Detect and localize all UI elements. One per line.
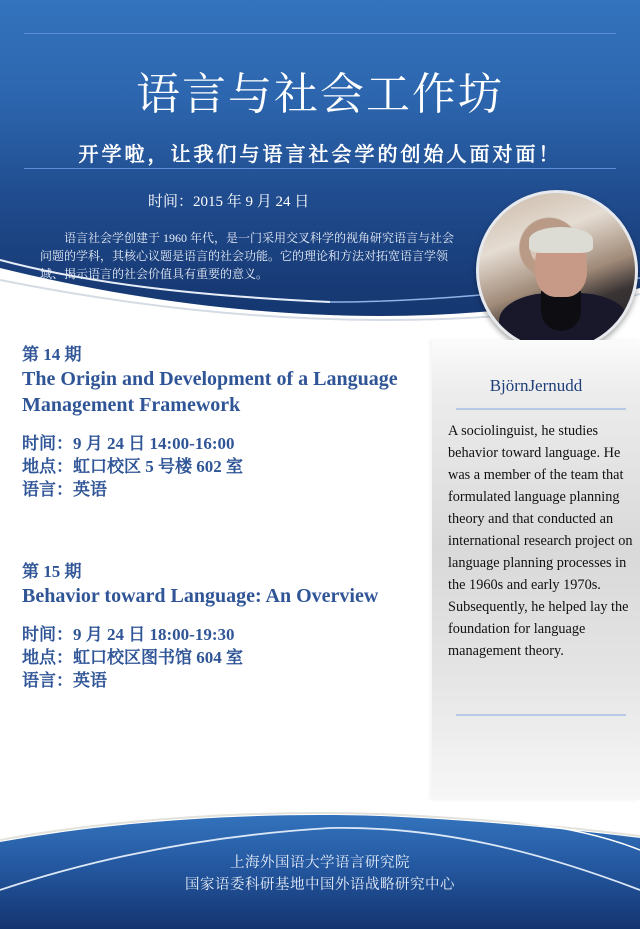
footer-organizer-1: 上海外国语大学语言研究院 xyxy=(230,855,410,871)
speaker-photo xyxy=(476,190,638,352)
sidebar-divider-bottom xyxy=(456,714,626,716)
event-date: 时间：2015 年 9 月 24 日 xyxy=(148,194,310,210)
footer-organizer-2: 国家语委科研基地中国外语战略研究中心 xyxy=(185,877,455,893)
session-time: 时间：9 月 24 日 14:00-16:00 xyxy=(22,434,235,453)
header-top-rule xyxy=(24,33,616,34)
speaker-sidebar xyxy=(432,340,640,800)
session-topic: The Origin and Development of a Language Management Framework xyxy=(22,368,398,416)
session-15 xyxy=(22,561,422,692)
poster-title: 语言与社会工作坊 xyxy=(136,69,504,120)
photo-collar-shape xyxy=(541,291,581,331)
session-number: 第 15 期 xyxy=(22,562,82,581)
speaker-bio: A sociolinguist, he studies behavior toward language. He was a member of the team that formulated language planning theory and that conducted an international research project on language planning processes in the 1960s and early 1970s. Subsequently, he helped lay the foundation for language management theory. xyxy=(448,423,633,659)
session-number: 第 14 期 xyxy=(22,345,82,364)
session-language: 语言：英语 xyxy=(22,671,107,690)
session-14 xyxy=(22,344,422,501)
speaker-name: BjörnJernudd xyxy=(489,376,583,395)
sidebar-divider-top xyxy=(456,408,626,410)
session-time: 时间：9 月 24 日 18:00-19:30 xyxy=(22,625,235,644)
intro-paragraph: 语言社会学创建于 1960 年代，是一门采用交叉科学的视角研究语言与社会问题的学科，其核心议题是语言的社会功能。它的理论和方法对拓宽语言学领域、揭示语言的社会价值具有重要的意义。 xyxy=(40,231,455,281)
poster-subtitle: 开学啦，让我们与语言社会学的创始人面对面！ xyxy=(78,142,562,166)
photo-hair-shape xyxy=(529,227,593,253)
session-place: 地点：虹口校区图书馆 604 室 xyxy=(22,648,243,667)
session-language: 语言：英语 xyxy=(22,480,107,499)
session-place: 地点：虹口校区 5 号楼 602 室 xyxy=(22,457,243,476)
header-mid-rule xyxy=(24,168,616,169)
session-topic: Behavior toward Language: An Overview xyxy=(22,585,379,607)
